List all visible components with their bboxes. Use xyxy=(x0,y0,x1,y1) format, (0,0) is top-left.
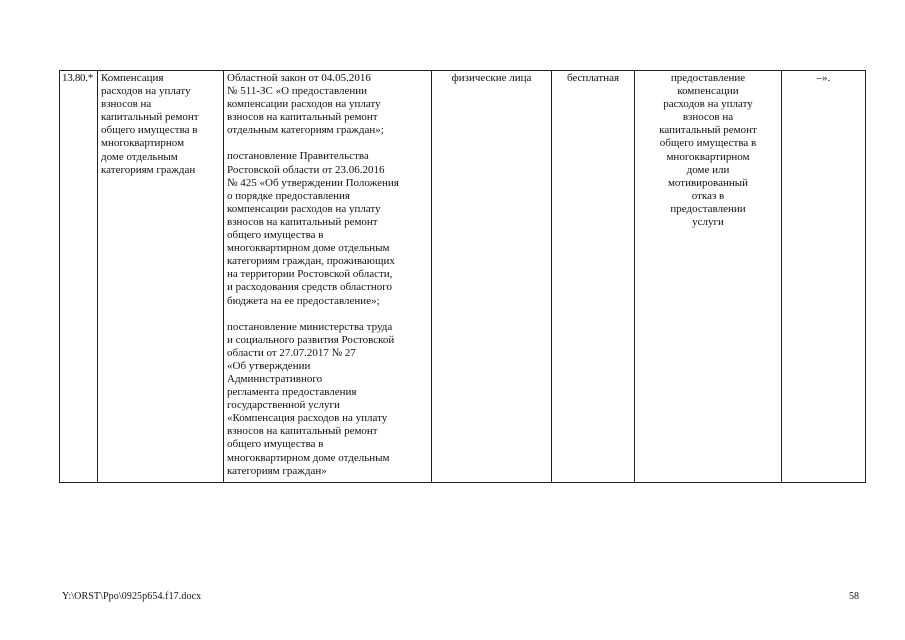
services-table xyxy=(59,70,866,483)
legal-act-regional-law: Областной закон от 04.05.2016 № 511-ЗС «О предоставлении компенсации расходов на уплату взносов на капитальный ремонт отдельным категориям граждан»; xyxy=(227,72,384,137)
footer-file-path: Y:\ORST\Ppo\0925p654.f17.docx xyxy=(62,591,202,602)
result-text: предоставление компенсации расходов на уплату взносов на капитальный ремонт общего имущества в многоквартирном доме или мотивированный отказ в предоставлении услуги xyxy=(659,72,757,229)
end-mark-cell xyxy=(782,71,866,483)
recipients-cell xyxy=(432,71,552,483)
recipients-text: физические лица xyxy=(451,72,532,84)
row-number: 13.80.* xyxy=(62,72,93,84)
result-cell xyxy=(635,71,782,483)
row-number-cell xyxy=(60,71,98,483)
payment-text: бесплатная xyxy=(566,72,620,84)
service-name-cell xyxy=(98,71,224,483)
payment-cell xyxy=(552,71,635,483)
legal-acts-cell xyxy=(224,71,432,483)
legal-act-government-resolution: постановление Правительства Ростовской области от 23.06.2016 № 425 «Об утверждении Положения о порядке предоставления компенсации расходов на уплату взносов на капитальный ремонт общего имущества в многоквартирном доме отдельным категориям граждан, проживающих на территории Ростовской области, и расходования средств областного бюджета на ее предоставление»; xyxy=(227,150,399,307)
table-row xyxy=(60,71,866,483)
footer-page-number: 58 xyxy=(849,591,859,602)
legal-act-ministry-resolution: постановление министерства труда и социального развития Ростовской области от 27.07.2017 № 27 «Об утверждении Административного регламента предоставления государственной услуги «Компенсация расходов на уплату взносов на капитальный ремонт общего имущества в многоквартирном доме отдельным категориям граждан» xyxy=(227,320,395,477)
service-name: Компенсация расходов на уплату взносов на капитальный ремонт общего имущества в многоквартирном доме отдельным категориям граждан xyxy=(101,72,199,176)
end-mark: –». xyxy=(816,72,831,84)
